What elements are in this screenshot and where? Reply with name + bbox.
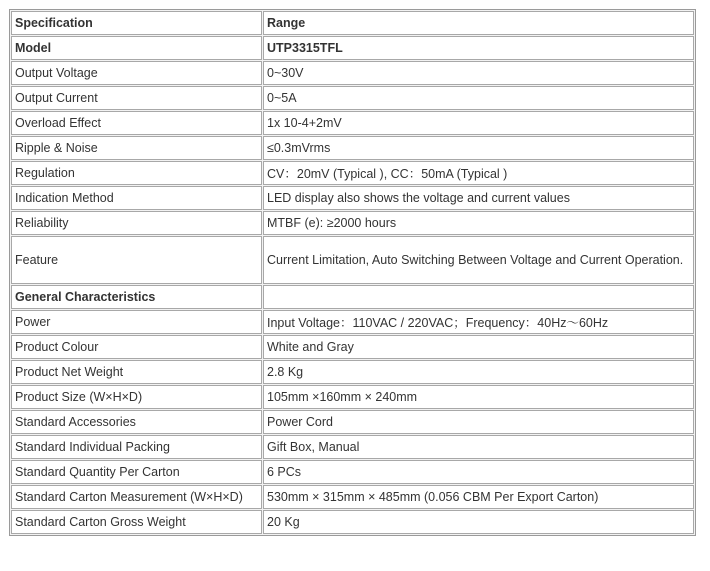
spec-label: Indication Method xyxy=(11,186,262,210)
spec-value: LED display also shows the voltage and current values xyxy=(263,186,694,210)
spec-label: Standard Carton Measurement (W×H×D) xyxy=(11,485,262,509)
spec-value: Current Limitation, Auto Switching Between Voltage and Current Operation. xyxy=(263,236,694,284)
spec-value: 0~5A xyxy=(263,86,694,110)
header-specification: Specification xyxy=(11,11,262,35)
spec-value: 105mm ×160mm × 240mm xyxy=(263,385,694,409)
spec-value: 6 PCs xyxy=(263,460,694,484)
specification-table xyxy=(9,9,696,536)
spec-label: Ripple & Noise xyxy=(11,136,262,160)
table-row xyxy=(11,435,694,459)
spec-label: Output Voltage xyxy=(11,61,262,85)
table-row-model xyxy=(11,36,694,60)
table-row xyxy=(11,211,694,235)
table-header-row xyxy=(11,11,694,35)
spec-value: UTP3315TFL xyxy=(263,36,694,60)
spec-label: Product Size (W×H×D) xyxy=(11,385,262,409)
spec-value: White and Gray xyxy=(263,335,694,359)
spec-label: Power xyxy=(11,310,262,334)
table-row xyxy=(11,186,694,210)
spec-value: MTBF (e): ≥2000 hours xyxy=(263,211,694,235)
table-row xyxy=(11,61,694,85)
spec-value: 530mm × 315mm × 485mm (0.056 CBM Per Export Carton) xyxy=(263,485,694,509)
table-row xyxy=(11,385,694,409)
spec-label: Standard Individual Packing xyxy=(11,435,262,459)
spec-value: Input Voltage：110VAC / 220VAC；Frequency：40Hz～60Hz xyxy=(263,310,694,334)
table-row xyxy=(11,236,694,284)
table-row xyxy=(11,460,694,484)
spec-value: 2.8 Kg xyxy=(263,360,694,384)
spec-label: Regulation xyxy=(11,161,262,185)
spec-label: Product Net Weight xyxy=(11,360,262,384)
spec-label: Output Current xyxy=(11,86,262,110)
table-row xyxy=(11,510,694,534)
spec-value: CV：20mV (Typical ), CC：50mA (Typical ) xyxy=(263,161,694,185)
spec-label: Product Colour xyxy=(11,335,262,359)
section-heading-empty-cell xyxy=(263,285,694,309)
spec-value: Power Cord xyxy=(263,410,694,434)
table-row xyxy=(11,360,694,384)
header-range: Range xyxy=(263,11,694,35)
spec-value: ≤0.3mVrms xyxy=(263,136,694,160)
table-row xyxy=(11,136,694,160)
table-row xyxy=(11,410,694,434)
spec-label: Reliability xyxy=(11,211,262,235)
section-heading-row xyxy=(11,285,694,309)
table-row xyxy=(11,335,694,359)
spec-value: 0~30V xyxy=(263,61,694,85)
table-row xyxy=(11,86,694,110)
spec-label: Standard Quantity Per Carton xyxy=(11,460,262,484)
table-row xyxy=(11,485,694,509)
spec-label: Feature xyxy=(11,236,262,284)
table-row xyxy=(11,161,694,185)
spec-value: Gift Box, Manual xyxy=(263,435,694,459)
spec-label: Overload Effect xyxy=(11,111,262,135)
spec-label: Standard Carton Gross Weight xyxy=(11,510,262,534)
section-heading: General Characteristics xyxy=(11,285,262,309)
spec-value: 20 Kg xyxy=(263,510,694,534)
spec-label: Standard Accessories xyxy=(11,410,262,434)
spec-value: 1x 10-4+2mV xyxy=(263,111,694,135)
table-row xyxy=(11,310,694,334)
spec-label: Model xyxy=(11,36,262,60)
table-row xyxy=(11,111,694,135)
